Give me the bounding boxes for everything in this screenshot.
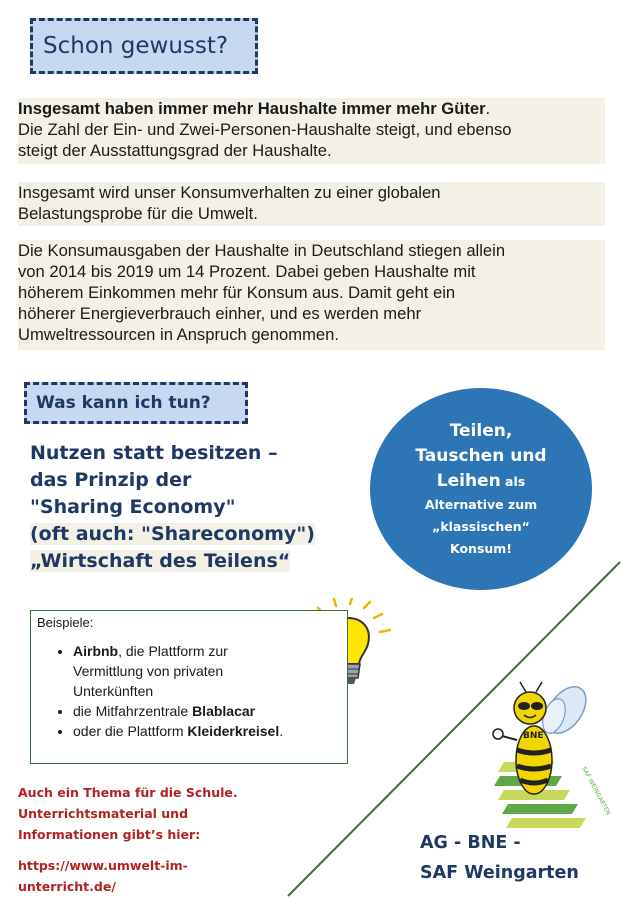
p1-bold-text: Insgesamt haben immer mehr Haushalte immer mehr Güter (18, 99, 486, 118)
p3-line-4: höherer Energieverbrauch einher, und es werden mehr (18, 304, 422, 323)
circle-line-3-big: Leihen (436, 470, 501, 491)
section-title-box (24, 382, 248, 424)
blablacar-name: Blablacar (192, 703, 256, 719)
p2-line-1: Insgesamt wird unser Konsumverhalten zu einer globalen (18, 183, 441, 202)
header-title-box (30, 18, 258, 74)
resource-link[interactable] (18, 855, 278, 897)
stamp-text: SAF WEINGARTEN (580, 765, 612, 817)
concept-line-4: (oft auch: "Shareconomy") (30, 523, 315, 545)
circle-line-5: „klassischen“ (432, 518, 530, 534)
p1-line-2: Die Zahl der Ein- und Zwei-Personen-Haushalte steigt, und ebenso (18, 120, 512, 139)
school-line-3: Informationen gibt’s hier: (18, 827, 201, 842)
concept-line-3: "Sharing Economy" (30, 496, 236, 518)
circle-line-2: Tauschen und (415, 445, 547, 466)
item3-period: . (279, 723, 284, 739)
concept-line-5: „Wirtschaft des Teilens“ (30, 550, 291, 572)
list-item (73, 701, 343, 721)
list-item (73, 721, 343, 741)
p1-period: . (485, 99, 491, 118)
examples-heading: Beispiele: (37, 615, 94, 630)
bee-label: BNE (523, 731, 544, 741)
airbnb-name: Airbnb (73, 643, 119, 659)
sharing-economy-heading (30, 440, 340, 575)
kleiderkreisel-name: Kleiderkreisel (187, 723, 280, 739)
url-line-1[interactable]: https://www.umwelt-im- (18, 858, 188, 873)
concept-line-1: Nutzen statt besitzen – (30, 442, 278, 464)
p2-line-2: Belastungsprobe für die Umwelt. (18, 204, 258, 223)
list-item (73, 641, 343, 701)
page-title: Schon gewusst? (43, 33, 229, 59)
item3-text: oder die Plattform (73, 723, 188, 739)
circle-line-3-small: als (500, 473, 526, 489)
p3-line-5: Umweltressourcen in Anspruch genommen. (18, 325, 339, 344)
item1-line-3: Unterkünften (73, 683, 154, 699)
paragraph-2 (18, 182, 605, 226)
paragraph-3 (18, 240, 605, 350)
footer-line-1: AG - BNE - (420, 833, 521, 853)
school-info (18, 782, 278, 897)
footer-org (420, 828, 600, 888)
concept-line-2: das Prinzip der (30, 469, 192, 491)
p3-line-3: höherem Einkommen mehr für Konsum aus. Damit geht ein (18, 283, 456, 302)
p3-line-2: von 2014 bis 2019 um 14 Prozent. Dabei geben Haushalte mit (18, 262, 476, 281)
bee-logo (484, 680, 614, 840)
school-line-2: Unterrichtsmaterial und (18, 806, 189, 821)
circle-line-6: Konsum! (449, 540, 513, 556)
url-line-2[interactable]: unterricht.de/ (18, 879, 116, 894)
item1-rest: , die Plattform zur (118, 643, 228, 659)
item1-line-2: Vermittlung von privaten (73, 663, 224, 679)
circle-line-1: Teilen, (449, 420, 513, 441)
examples-list (31, 641, 343, 741)
examples-box (30, 610, 348, 764)
circle-line-4: Alternative zum (424, 496, 538, 512)
section-title: Was kann ich tun? (36, 393, 211, 413)
p3-line-1: Die Konsumausgaben der Haushalte in Deutschland stiegen allein (18, 241, 506, 260)
item2-text: die Mitfahrzentrale (73, 703, 193, 719)
footer-line-2: SAF Weingarten (420, 863, 579, 883)
school-line-1: Auch ein Thema für die Schule. (18, 785, 238, 800)
p1-line-3: steigt der Ausstattungsgrad der Haushalte. (18, 141, 332, 160)
paragraph-1 (18, 98, 605, 164)
